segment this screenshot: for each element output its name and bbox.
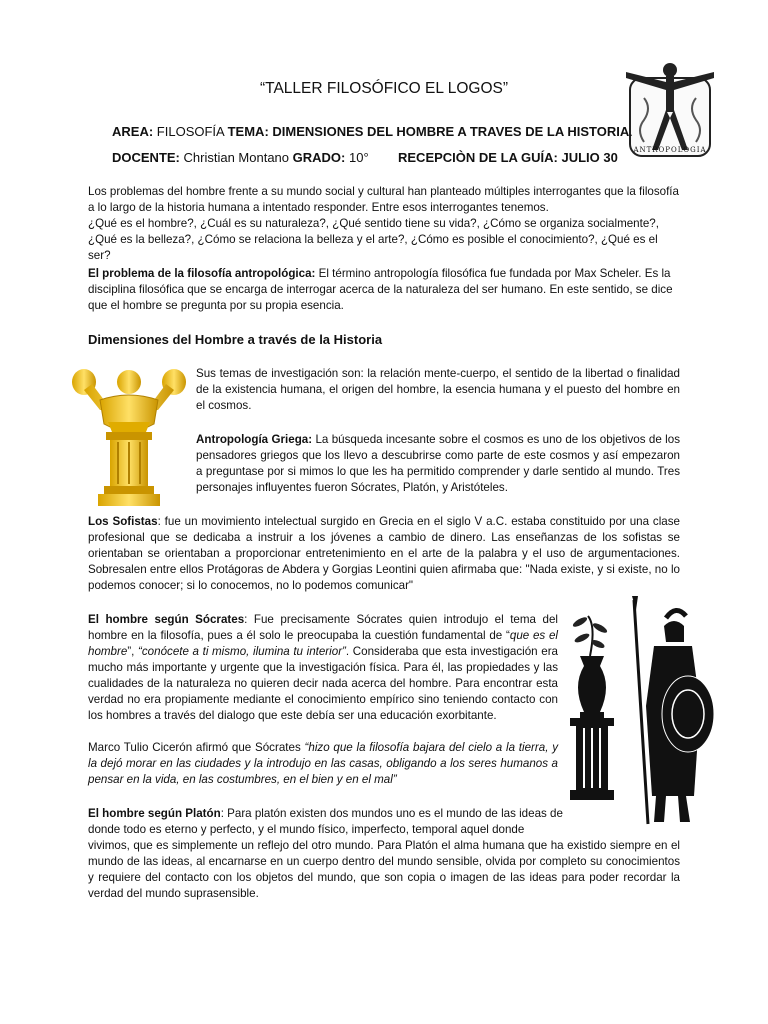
section-title: Dimensiones del Hombre a través de la Historia — [88, 332, 383, 347]
sofistas-label: Los Sofistas — [88, 515, 158, 528]
golden-strongman-column-image — [70, 360, 188, 512]
intro-questions: ¿Qué es el hombre?, ¿Cuál es su naturaleza?, ¿Qué sentido tiene su vida?, ¿Cómo se organiza socialmente?, ¿Qué es la belleza?, ¿Cómo se relaciona la belleza y el arte?, ¿Cómo es posible el conocimiento?, ¿Qué es el ser? — [88, 217, 659, 262]
tema-value: DIMENSIONES DEL HOMBRE A TRAVES DE LA HISTORIA — [272, 124, 630, 139]
sofistas-text: : fue un movimiento intelectual surgido en Grecia en el siglo V a.C. estaba constituido por una clase profesional que se dedicaba a instruir a los jóvenes a cambio de dinero. Las enseñanzas de los sofistas se orientaban se orientaban a proporcionar entretenimiento en el arte de la palabra y el uso de argumentaciones. Sobresalen entre ellos Protágoras de Abdera y Gorgias Leontini quien afirmaba que: "Nada existe, y si existe, no lo podemos conocer; si lo conocemos, no lo podemos comunicar" — [88, 515, 680, 592]
griega-label: Antropología Griega: — [196, 433, 313, 446]
platon-text-1: : Para platón existen dos mundos uno es el mundo de las ideas de — [220, 807, 563, 820]
ciceron-text: Marco Tulio Cicerón afirmó que Sócrates — [88, 741, 305, 754]
grado-label: GRADO: — [292, 150, 346, 165]
area-label: AREA: — [112, 124, 154, 139]
area-value: FILOSOFÍA — [156, 124, 224, 139]
recepcion-text: RECEPCIÒN DE LA GUÍA: JULIO 30 — [398, 150, 618, 165]
platon-text-rest: vivimos, que es simplemente un reflejo del otro mundo. Para Platón el alma humana que ha existido siempre en el mundo de las ideas, al encarnarse en un cuerpo dentro del mundo sensible, olvida por completo su conocimientos y requiere del contacto con los objetos del mundo, que son copia o imagen de las ideas para poder recordar la verdad del mundo suprasensible. — [88, 839, 680, 900]
intro-paragraph — [88, 184, 680, 264]
platon-paragraph — [88, 806, 680, 902]
intro-text: Los problemas del hombre frente a su mundo social y cultural han planteado múltiples interrogantes que la filosofía a lo largo de la historia humana a intentado responder. Entre esos interrogantes tenemos. — [88, 185, 679, 214]
socrates-label: El hombre según Sócrates — [88, 613, 245, 626]
platon-line-2: donde todo es eterno y perfecto, y el mundo físico, imperfecto, temporal aquel donde — [88, 823, 525, 836]
ciceron-quote: “hizo que la filosofía bajara del cielo a la tierra, y la dejó morar en las ciudades y la introdujo en las casas, obligando a los seres humanos a pensar en la vida, en las costumbres, en el bien y en el mal” — [88, 741, 558, 786]
socrates-quote-1: que es el hombre — [88, 629, 558, 658]
anthropology-logo — [622, 58, 718, 162]
platon-line-1 — [88, 806, 680, 822]
platon-label: El hombre según Platón — [88, 807, 221, 820]
tema-period: . — [629, 124, 633, 139]
socrates-text-1: : Fue precisamente Sócrates quien introdujo el tema del hombre en la filosofía, pues a él solo le preocupaba la cuestión fundamental de “ — [88, 613, 558, 642]
tema-label: TEMA: — [227, 124, 269, 139]
socrates-paragraph — [88, 612, 558, 724]
problema-text: El término antropología filosófica fue fundada por Max Scheler. Es la disciplina filosófica que se encarga de interrogar acerca de la naturaleza del ser humano. En este sentido, se dice que el hombre se pregunta por su propia esencia. — [88, 267, 673, 312]
docente-value: Christian Montano — [183, 150, 290, 165]
griega-text: La búsqueda incesante sobre el cosmos es uno de los objetivos de los pensadores griegos que los llevo a descubrirse como parte de este cosmos y así empezaron a preguntase por si mimos lo que les ha permitido comprender y darle sentido al mundo. Tres personajes influyentes fueron Sócrates, Platón, y Aristóteles. — [196, 433, 680, 494]
griega-paragraph — [196, 432, 680, 496]
socrates-text-2: ”, — [127, 645, 139, 658]
greek-warrior-vase-image — [566, 596, 716, 828]
docente-label: DOCENTE: — [112, 150, 180, 165]
problema-paragraph — [88, 266, 680, 314]
logo-caption: ANTROPOLOGIA — [633, 146, 707, 154]
temas-paragraph: Sus temas de investigación son: la relación mente-cuerpo, el sentido de la libertad o finalidad de la existencia humana, el origen del hombre, la esencia humana y el puesto del hombre en el cosmos. — [196, 367, 680, 412]
socrates-quote-2: “conócete a ti mismo, ilumina tu interior” — [138, 645, 346, 658]
socrates-text-3: . Consideraba que esta investigación era mucho más importante y urgente que la investigación física. Para él, las propiedades y las cualidades de la naturaleza no quieren decir nada acerca del hombre. Para encontrar esta verdad no era propiamente mediante el conocimiento empírico sino teniendo contacto con los hombres a través del dialogo que este debía ser una educación exorbitante. — [88, 645, 558, 722]
document-title: “TALLER FILOSÓFICO EL LOGOS” — [259, 80, 509, 97]
grado-value: 10° — [348, 150, 369, 165]
docente-row — [112, 150, 369, 165]
sofistas-paragraph — [88, 514, 680, 594]
ciceron-paragraph — [88, 740, 558, 788]
area-tema-row — [112, 124, 633, 139]
problema-label: El problema de la filosofía antropológica: — [88, 267, 316, 280]
